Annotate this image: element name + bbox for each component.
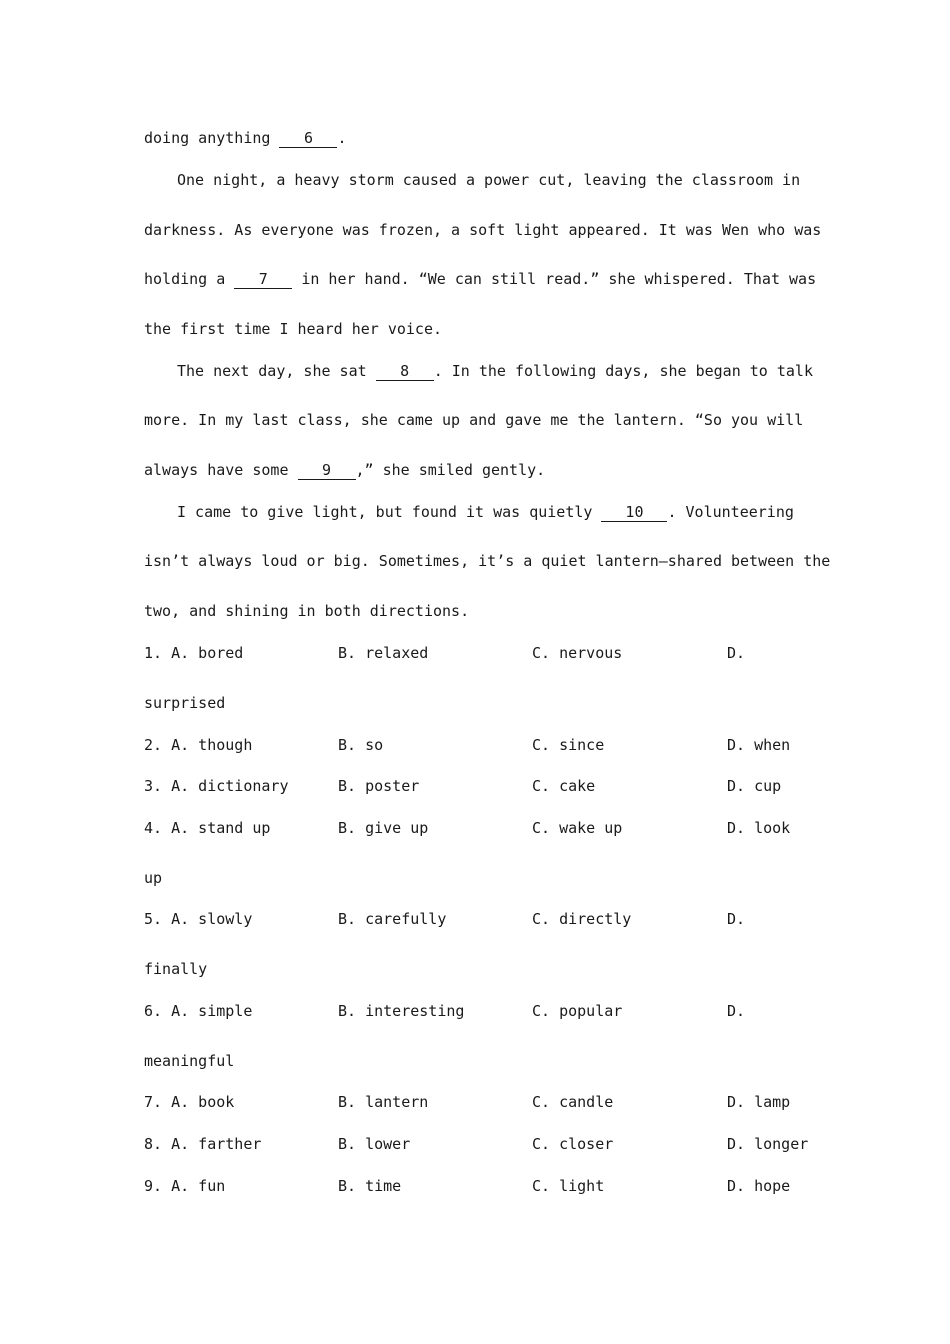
option-c: C. cake <box>532 777 596 795</box>
option-c: C. candle <box>532 1093 614 1111</box>
option-c: C. closer <box>532 1135 614 1153</box>
option-c: C. light <box>532 1177 605 1195</box>
option-d: D. cup <box>727 777 782 795</box>
passage-text: ,” she smiled gently. <box>355 461 546 479</box>
passage-text: doing anything <box>144 129 280 147</box>
option-d: D. <box>727 1002 746 1020</box>
option-d: D. look <box>727 819 791 837</box>
option-c: C. since <box>532 736 605 754</box>
passage-text: I came to give light, but found it was quietly <box>177 503 602 521</box>
passage-text: . Volunteering <box>667 503 794 521</box>
option-wrap: finally <box>144 960 208 978</box>
option-a: 6. A. simple <box>144 1002 253 1020</box>
option-a: 9. A. fun <box>144 1177 226 1195</box>
blank-10: 10 <box>601 503 667 522</box>
passage-text: in her hand. “We can still read.” she whispered. That was <box>292 270 817 288</box>
option-b: B. so <box>338 736 384 754</box>
option-b: B. relaxed <box>338 644 429 662</box>
option-b: B. poster <box>338 777 420 795</box>
passage-line <box>144 128 347 148</box>
option-b: B. give up <box>338 819 429 837</box>
option-d: D. hope <box>727 1177 791 1195</box>
option-d: D. lamp <box>727 1093 791 1111</box>
passage-line: darkness. As everyone was frozen, a soft light appeared. It was Wen who was <box>144 221 822 239</box>
option-a: 2. A. though <box>144 736 253 754</box>
passage-text: . In the following days, she began to talk <box>433 362 813 380</box>
option-a: 4. A. stand up <box>144 819 271 837</box>
option-b: B. lower <box>338 1135 411 1153</box>
option-b: B. carefully <box>338 910 447 928</box>
passage-line: more. In my last class, she came up and gave me the lantern. “So you will <box>144 411 804 429</box>
blank-7: 7 <box>234 270 292 289</box>
blank-9: 9 <box>298 461 356 480</box>
option-d: D. <box>727 910 746 928</box>
option-wrap: surprised <box>144 694 226 712</box>
blank-8: 8 <box>376 362 434 381</box>
option-a: 3. A. dictionary <box>144 777 289 795</box>
passage-text: always have some <box>144 461 298 479</box>
option-d: D. when <box>727 736 791 754</box>
passage-line: isn’t always loud or big. Sometimes, it’s a quiet lantern—shared between the <box>144 552 831 570</box>
passage-line: the first time I heard her voice. <box>144 320 443 338</box>
option-a: 1. A. bored <box>144 644 244 662</box>
passage-line <box>144 460 545 480</box>
option-wrap: up <box>144 869 163 887</box>
passage-line: One night, a heavy storm caused a power cut, leaving the classroom in <box>177 171 801 189</box>
option-c: C. directly <box>532 910 632 928</box>
option-d: D. longer <box>727 1135 809 1153</box>
passage-line: two, and shining in both directions. <box>144 602 470 620</box>
passage-text: holding a <box>144 270 235 288</box>
option-a: 8. A. farther <box>144 1135 262 1153</box>
option-b: B. time <box>338 1177 402 1195</box>
passage-line <box>177 361 813 381</box>
option-d: D. <box>727 644 746 662</box>
option-c: C. nervous <box>532 644 623 662</box>
passage-line <box>177 502 794 522</box>
passage-line <box>144 269 816 289</box>
option-a: 5. A. slowly <box>144 910 253 928</box>
option-c: C. wake up <box>532 819 623 837</box>
option-a: 7. A. book <box>144 1093 235 1111</box>
option-b: B. lantern <box>338 1093 429 1111</box>
option-c: C. popular <box>532 1002 623 1020</box>
blank-6: 6 <box>279 129 337 148</box>
passage-text: . <box>337 129 347 147</box>
option-b: B. interesting <box>338 1002 465 1020</box>
option-wrap: meaningful <box>144 1052 235 1070</box>
passage-text: The next day, she sat <box>177 362 376 380</box>
